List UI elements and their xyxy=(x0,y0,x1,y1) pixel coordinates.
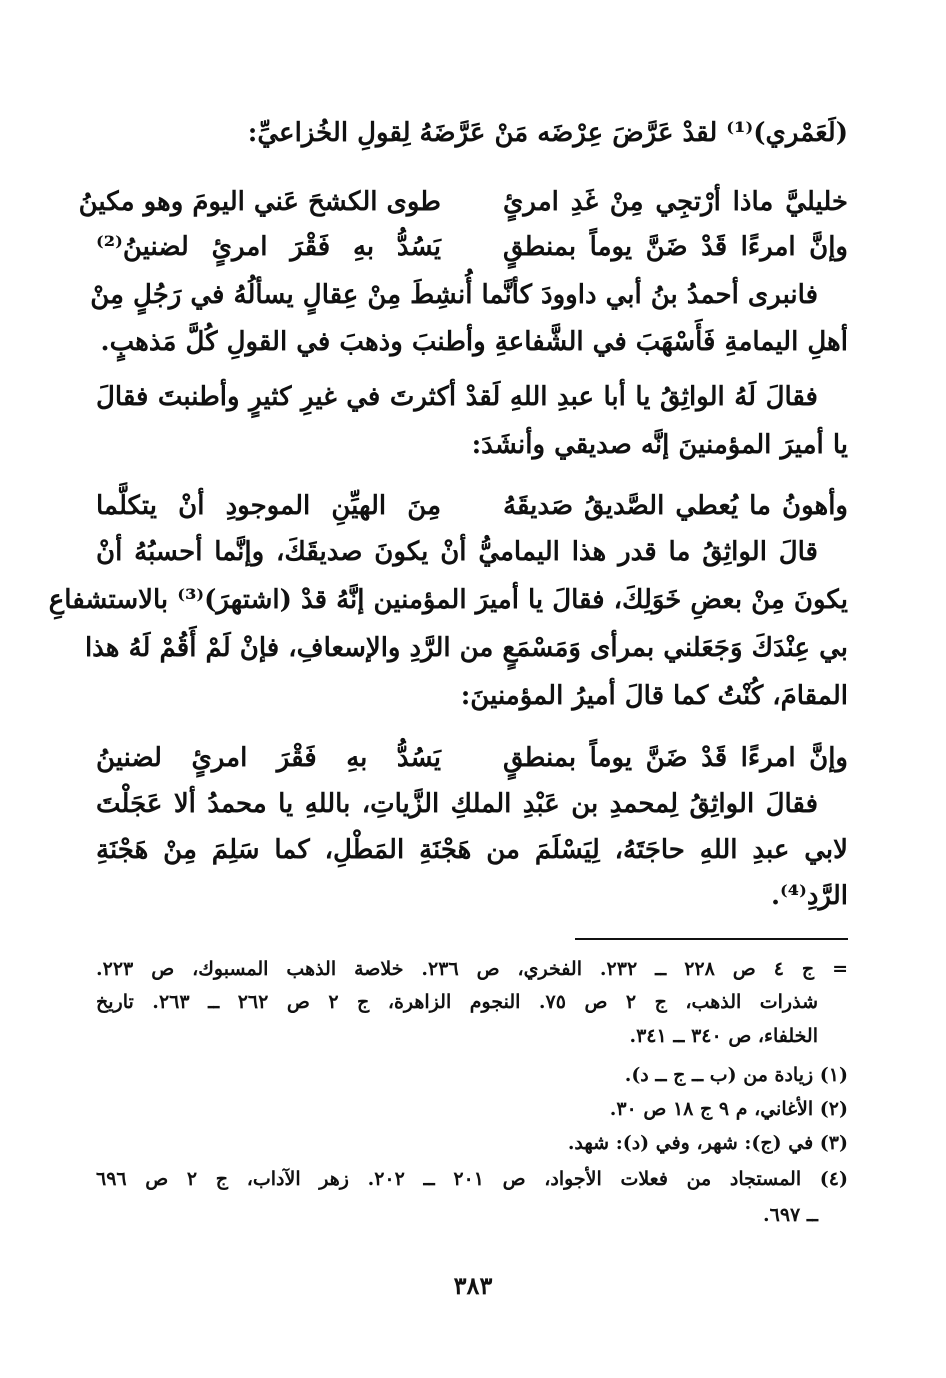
footnote-continued-line-1: = ج ٤ ص ٢٢٨ ــ ٢٣٢. الفخري، ص ٢٣٦. خلاصة الذهب المسبوك، ص ٢٢٣. xyxy=(96,958,848,980)
verse-2-second-hemistich: يَسُدُّ بهِ فَقْرَ امرئٍ لضنينُ⁽²⁾ xyxy=(96,232,441,262)
footnote-separator xyxy=(575,938,848,940)
page-number: ٣٨٣ xyxy=(453,1271,493,1300)
verse-2-first-hemistich: وإنَّ امرءًا قَدْ ضَنَّ يوماً بمنطقٍ xyxy=(503,232,848,262)
paragraph-2-line-2: يا أميرَ المؤمنينَ إنَّه صديقي وأنشَدَ: xyxy=(471,430,848,460)
paragraph-3-line-1: قالَ الواثِقُ ما قدر هذا اليماميُّ أنْ يكونَ صديقَكَ، وإنَّما أحسبُهُ أنْ xyxy=(96,537,818,567)
paragraph-1-line-1: فانبرى أحمدُ بنُ أبي داوودَ كأنَّما أُنشِطَ مِنْ عِقالٍ يسألُهُ في رَجُلٍ مِنْ xyxy=(90,280,818,310)
verse-3-second-hemistich: مِنَ الهيِّنِ الموجودِ أنْ يتكلَّما xyxy=(96,491,441,521)
verse-1-first-hemistich: خليليَّ ماذا أرْتجِي مِنْ غَدِ امرئٍ xyxy=(503,187,848,217)
verse-4 xyxy=(96,738,848,778)
footnote-continued-line-2: شذرات الذهب، ج ٢ ص ٧٥. النجوم الزاهرة، ج ٢ ص ٢٦٢ ــ ٢٦٣. تاريخ xyxy=(96,991,819,1013)
footnote-4-line-2: ــ ٦٩٧. xyxy=(763,1204,818,1226)
paragraph-4-line-3: الرَّدِ⁽⁴⁾. xyxy=(770,881,848,911)
footnote-3: (٣) في (ج): شهر، وفي (د): شهد. xyxy=(567,1132,848,1154)
intro-line: (لَعَمْري)⁽¹⁾ لقدْ عَرَّضَ عِرْضَه مَنْ عَرَّضَهُ لِقولِ الخُزاعيِّ: xyxy=(247,118,848,148)
verse-4-second-hemistich: يَسُدُّ بهِ فَقْرَ امرئٍ لضنينُ xyxy=(96,743,441,773)
paragraph-3-line-4: المقامَ، كُنْتُ كما قالَ أميرُ المؤمنينَ: xyxy=(460,681,848,711)
paragraph-3-line-2: يكونَ مِنْ بعضِ خَوَلِكَ، فقالَ يا أميرَ المؤمنين إنَّهُ قدْ (اشتهرَ)⁽³⁾ بالاستشفاعِ xyxy=(48,585,848,615)
paragraph-4-line-1: فقالَ الواثِقُ لِمحمدِ بن عَبْدِ الملكِ الزَّياتِ، باللهِ يا محمدُ ألا عَجَلْتَ xyxy=(96,789,818,819)
footnote-2: (٢) الأغاني، م ٩ ج ١٨ ص ٣٠. xyxy=(609,1098,848,1120)
verse-2 xyxy=(96,227,848,267)
verse-1 xyxy=(78,182,848,222)
footnote-4-line-1: (٤) المستجاد من فعلات الأجواد، ص ٢٠١ ــ ٢٠٢. زهر الآداب، ج ٢ ص ٦٩٦ xyxy=(96,1168,848,1190)
paragraph-3-line-3: بي عِنْدَكَ وَجَعَلني بمرأى وَمَسْمَعٍ من الرَّدِ والإسعافِ، فإنْ لَمْ أَقُمْ لَهُ هذا xyxy=(84,633,848,663)
paragraph-2-line-1: فقالَ لَهُ الواثِقُ يا أبا عبدِ اللهِ لَقدْ أكثرتَ في غيرِ كثيرٍ وأطنبتَ فقالَ xyxy=(96,382,818,412)
verse-3-first-hemistich: وأهونُ ما يُعطي الصَّديقُ صَديقَهُ xyxy=(503,491,848,521)
verse-3 xyxy=(96,486,848,526)
verse-1-second-hemistich: طوى الكشحَ عَني اليومَ وهو مكينُ xyxy=(78,187,441,217)
paragraph-4-line-2: لابي عبدِ اللهِ حاجَتَهُ، لِيَسْلَمَ من هَجْنَةِ المَطْلِ، كما سَلِمَ مِنْ هَجْنَةِ xyxy=(96,835,848,865)
paragraph-1-line-2: أهلِ اليمامةِ فَأَسْهَبَ في الشَّفاعةِ وأطنبَ وذهبَ في القولِ كُلَّ مَذهبٍ. xyxy=(100,327,848,357)
footnote-continued-line-3: الخلفاء، ص ٣٤٠ ــ ٣٤١. xyxy=(629,1025,818,1047)
verse-4-first-hemistich: وإنَّ امرءًا قَدْ ضَنَّ يوماً بمنطقٍ xyxy=(503,743,848,773)
footnote-1: (١) زيادة من (ب ــ ج ــ د). xyxy=(624,1064,848,1086)
